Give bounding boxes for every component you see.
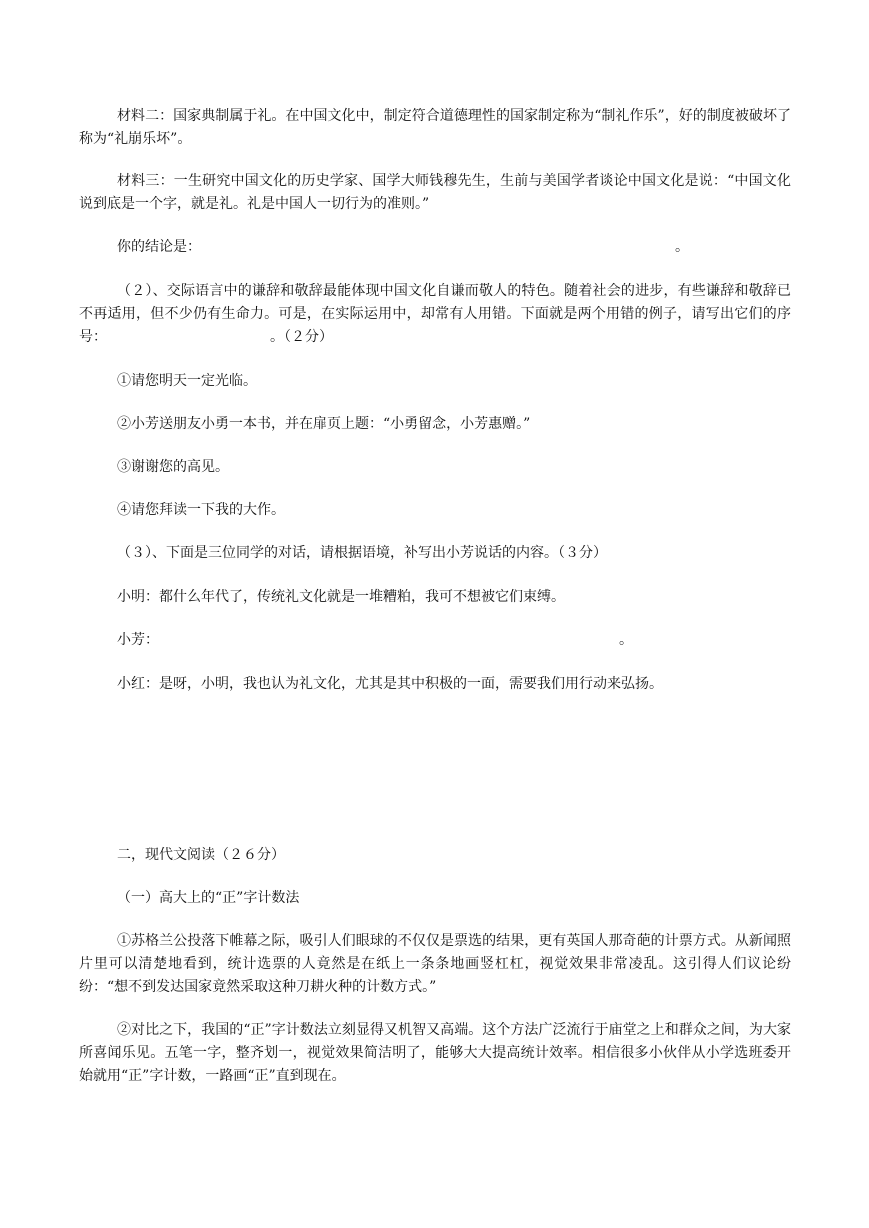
conclusion-label: 你的结论是：	[117, 239, 201, 255]
question-three-paragraph: （３）、下面是三位同学的对话，请根据语境，补写出小芳说话的内容。（３分）	[117, 545, 607, 561]
reading-paragraph-1: ①苏格兰公投落下帷幕之际，吸引人们眼球的不仅仅是票选的结果，更有英国人那奇葩的计票方式。从新闻照片里可以清楚地看到，统计选票的人竟然是在纸上一条条地画竖杠杠，视觉效果非常凌乱。这引得人们议论纷纷：“想不到发达国家竟然采取这种刀耕火种的计数方式。”	[79, 933, 791, 995]
dialogue-xiaofang	[79, 629, 791, 652]
question-two-text: （２）、交际语言中的谦辞和敬辞最能体现中国文化自谦而敬人的特色。随着社会的进步，有些谦辞和敬辞已不再适用，但不少仍有生命力。可是，在实际运用中，却常有人用错。下面就是两个用错的例子，请写出它们的序号：	[79, 283, 791, 345]
example-item-3: ③谢谢您的高见。	[117, 459, 229, 475]
section-two-heading: 二，现代文阅读（２６分）	[117, 847, 285, 863]
dialogue-xiaohong: 小红：是呀，小明，我也认为礼文化，尤其是其中积极的一面，需要我们用行动来弘扬。	[117, 676, 663, 692]
example-item-1: ①请您明天一定光临。	[117, 373, 257, 389]
dialogue-xiaoming: 小明：都什么年代了，传统礼文化就是一堆糟粕，我可不想被它们束缚。	[117, 589, 565, 605]
example-item-2: ②小芳送朋友小勇一本书，并在扉页上题：“小勇留念，小芳惠赠。”	[117, 416, 531, 432]
question-two-end: 。（２分）	[270, 329, 333, 345]
reading-title: （一）高大上的“正”字计数法	[117, 890, 300, 906]
conclusion-line	[79, 236, 791, 259]
material-two-paragraph: 材料二：国家典制属于礼。在中国文化中，制定符合道德理性的国家制定称为“制礼作乐”，好的制度被破坏了称为“礼崩乐坏”。	[79, 108, 791, 147]
xiaofang-label: 小芳：	[117, 632, 159, 648]
material-three-paragraph: 材料三：一生研究中国文化的历史学家、国学大师钱穆先生，生前与美国学者谈论中国文化是说：“中国文化说到底是一个字，就是礼。礼是中国人一切行为的准则。”	[79, 173, 791, 212]
conclusion-end: 。	[675, 239, 689, 255]
xiaofang-end: 。	[619, 632, 633, 648]
reading-paragraph-2: ②对比之下，我国的“正”字计数法立刻显得又机智又高端。这个方法广泛流行于庙堂之上和群众之间，为大家所喜闻乐见。五笔一字，整齐划一，视觉效果简洁明了，能够大大提高统计效率。相信很多小伙伴从小学选班委开始就用“正”字计数，一路画“正”直到现在。	[79, 1022, 791, 1084]
example-item-4: ④请您拜读一下我的大作。	[117, 502, 285, 518]
question-two-paragraph	[79, 280, 791, 349]
